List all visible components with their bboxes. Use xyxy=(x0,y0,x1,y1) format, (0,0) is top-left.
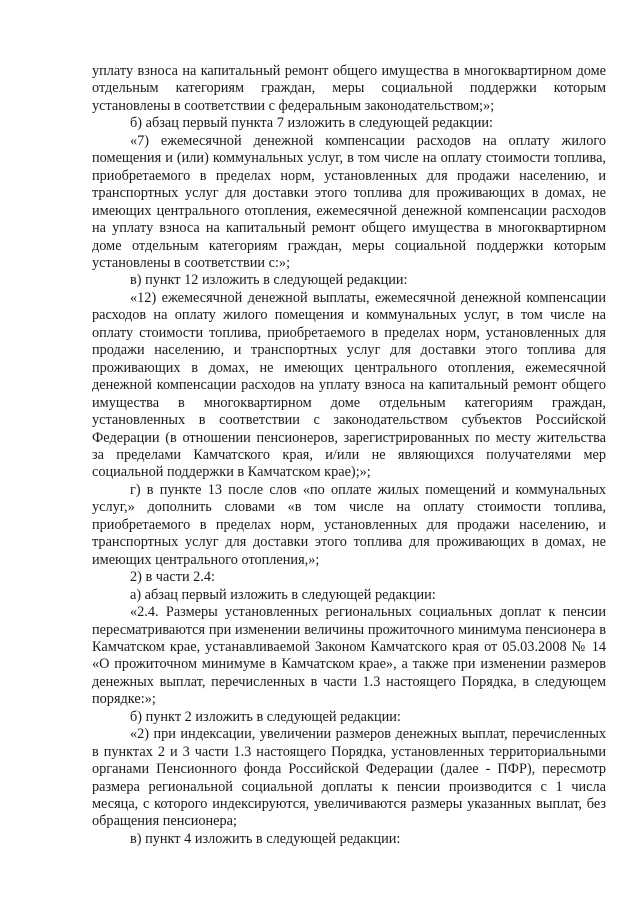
paragraph-2: б) абзац первый пункта 7 изложить в следующей редакции: xyxy=(130,115,493,132)
paragraph-11: «2) при индексации, увеличении размеров денежных выплат, перечисленных в пунктах 2 и 3 части 1.3 настоящего Порядка, установленных территориальными органами Пенсионного фонда Российской Федерации (далее - ПФР), пересмотр размера региональной социальной доплаты к пенсии производится с 1 числа месяца, с которого индексируются, увеличиваются размеры указанных выплат, без обращения пенсионера; xyxy=(92,726,606,830)
paragraph-10: б) пункт 2 изложить в следующей редакции: xyxy=(130,708,401,725)
paragraph-5: «12) ежемесячной денежной выплаты, ежемесячной денежной компенсации расходов на оплату жилого помещения и коммунальных услуг, в том числе на оплату стоимости топлива, приобретаемого в пределах норм, установленных для продажи населению, и транспортных услуг для доставки этого топлива для проживающих в домах, не имеющих центрального отопления, ежемесячной денежной компенсации расходов на уплату взноса на капитальный ремонт общего имущества в многоквартирном доме отдельным категориям граждан, установленных в соответствии с законодательством субъектов Российской Федерации (в отношении пенсионеров, зарегистрированных по месту жительства за пределами Камчатского края, и/или не являющихся получателями мер социальной поддержки в Камчатском крае);»; xyxy=(92,289,606,481)
paragraph-6: г) в пункте 13 после слов «по оплате жилых помещений и коммунальных услуг,» дополнить словами «в том числе на оплату стоимости топлива, приобретаемого в пределах норм, установленных для продажи населению, и транспортных услуг для доставки этого топлива для проживающих в домах, не имеющих центрального отопления,»; xyxy=(92,481,606,568)
paragraph-9: «2.4. Размеры установленных региональных социальных доплат к пенсии пересматриваются при изменении величины прожиточного минимума пенсионера в Камчатском крае, устанавливаемой Законом Камчатского края от 05.03.2008 № 14 «О прожиточном минимуме в Камчатском крае», а также при изменении размеров денежных выплат, перечисленных в части 1.3 настоящего Порядка, в следующем порядке:»; xyxy=(92,604,606,708)
paragraph-8: а) абзац первый изложить в следующей редакции: xyxy=(130,586,436,603)
document-body xyxy=(92,63,606,848)
paragraph-4: в) пункт 12 изложить в следующей редакции: xyxy=(130,272,408,289)
paragraph-1: уплату взноса на капитальный ремонт общего имущества в многоквартирном доме отдельным категориям граждан, меры социальной поддержки которым установлены в соответствии с федеральным законодательством;»; xyxy=(92,63,606,114)
paragraph-3: «7) ежемесячной денежной компенсации расходов на оплату жилого помещения и (или) коммунальных услуг, в том числе на оплату стоимости топлива, приобретаемого в пределах норм, установленных для продажи населению, и транспортных услуг для доставки этого топлива для проживающих в домах, не имеющих центрального отопления, ежемесячной денежной компенсации расходов на уплату взноса на капитальный ремонт общего имущества в многоквартирном доме отдельным категориям граждан, меры социальной поддержки которым установлены в соответствии с:»; xyxy=(92,132,606,271)
paragraph-7: 2) в части 2.4: xyxy=(130,569,216,586)
paragraph-12: в) пункт 4 изложить в следующей редакции: xyxy=(130,830,401,847)
